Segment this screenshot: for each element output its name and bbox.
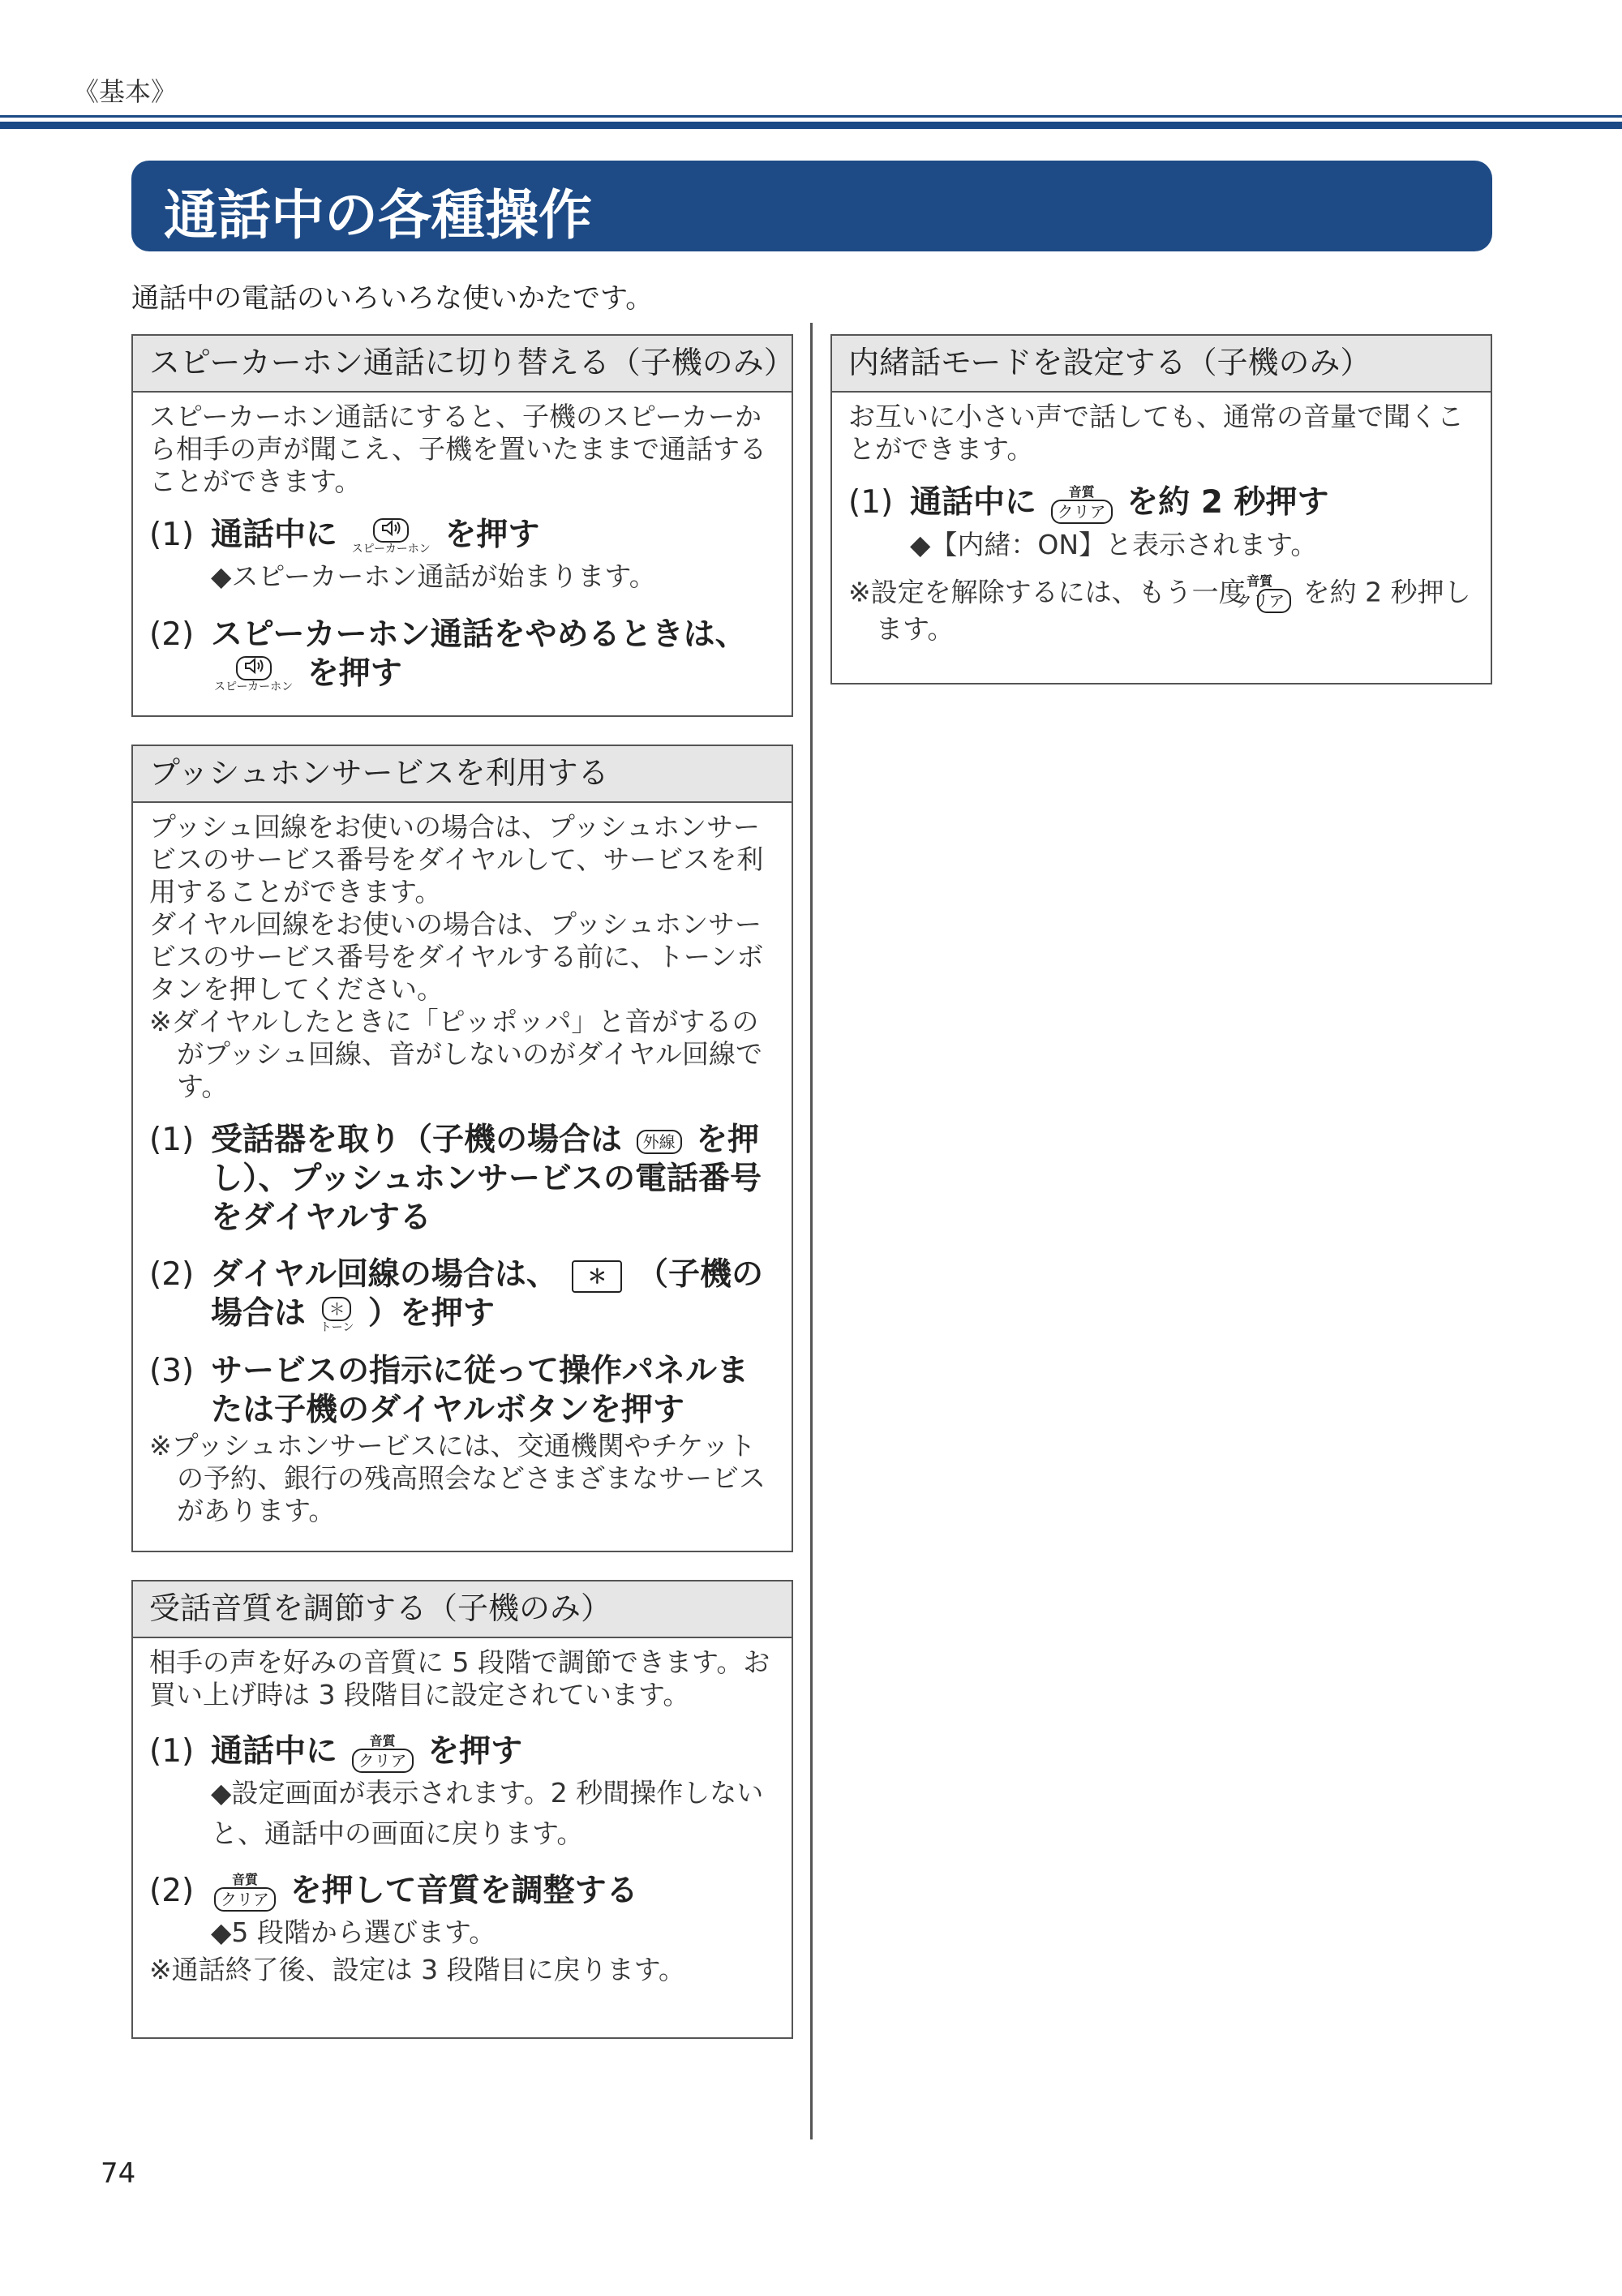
speakerphone-key-icon: スピーカーホン: [352, 518, 431, 556]
outside-line-key-icon: 外線: [637, 1130, 682, 1154]
push-note-2: ※プッシュホンサービスには、交通機関やチケットの予約、銀行の残高照会などさまざまなサービスがあります。: [149, 1429, 766, 1526]
page-number: 74: [101, 2157, 136, 2190]
push-service-box: [131, 745, 793, 1552]
secret-mode-heading: 内緒話モードを設定する（子機のみ）: [832, 336, 1491, 393]
section-title-bar: [131, 161, 1492, 251]
header-rule-thin: [0, 115, 1622, 118]
push-desc-2: ダイヤル回線をお使いの場合は、プッシュホンサービスのサービス番号をダイヤルする前に、トーンボタンを押してください。: [149, 908, 764, 1005]
speakerphone-step-1: (1) 通話中に スピーカーホン を押す: [149, 517, 540, 556]
quality-step-2: (2) 音質 クリア を押して音質を調整する: [149, 1872, 777, 1912]
secret-step-1-result: ◆【内緒：ON】と表示されます。: [910, 528, 1318, 560]
push-step-3: (3) サービスの指示に従って操作パネルまたは子機のダイヤルボタンを押す: [149, 1352, 749, 1428]
push-step-1: (1) 受話器を取り（子機の場合は 外線 を押し）、プッシュホンサービスの電話番号をダイヤルする: [149, 1122, 762, 1236]
quality-step-1: (1) 通話中に 音質 クリア を押す: [149, 1732, 777, 1773]
speakerphone-step-2: (2) スピーカーホン通話をやめるときは、 スピーカーホン を押す: [149, 616, 747, 693]
push-step-2: (2) ダイヤル回線の場合は、 ＊ （子機の場合は ＊ トーン ）を押す: [149, 1256, 764, 1334]
header-rule-thick: [0, 122, 1622, 129]
secret-desc: お互いに小さい声で話しても、通常の音量で聞くことができます。: [848, 401, 1464, 465]
column-divider: [810, 323, 813, 2139]
speakerphone-heading: スピーカーホン通話に切り替える（子機のみ）: [133, 336, 792, 393]
speakerphone-box: [131, 334, 793, 717]
speakerphone-step-1-result: ◆スピーカーホン通話が始まります。: [211, 560, 656, 592]
quality-desc: 相手の声を好みの音質に 5 段階で調節できます。お買い上げ時は 3 段階目に設定されています。: [149, 1646, 770, 1710]
secret-step-1: (1) 通話中に 音質 クリア を約 2 秒押す: [848, 483, 1476, 524]
speakerphone-key-icon: スピーカーホン: [214, 656, 293, 693]
push-service-heading: プッシュホンサービスを利用する: [133, 746, 792, 803]
page-title: 通話中の各種操作: [164, 184, 592, 247]
speakerphone-desc: スピーカーホン通話にすると、子機のスピーカーから相手の声が聞こえ、子機を置いたままで通話することができます。: [149, 401, 766, 497]
chapter-label: 《基本》: [73, 76, 178, 107]
push-note-1: ※ダイヤルしたときに「ピッポッパ」と音がするのがプッシュ回線、音がしないのがダイヤル回線です。: [149, 1006, 763, 1102]
star-key-icon: ＊ トーン: [320, 1297, 354, 1334]
secret-mode-box: [830, 334, 1492, 685]
quality-note: ※通話終了後、設定は 3 段階目に戻ります。: [149, 1954, 685, 1985]
tone-key-icon: ＊: [572, 1260, 622, 1293]
quality-step-1-result: ◆設定画面が表示されます。2 秒間操作しないと、通話中の画面に戻ります。: [211, 1776, 764, 1849]
voice-quality-box: [131, 1580, 793, 2039]
voice-quality-heading: 受話音質を調節する（子機のみ）: [133, 1581, 792, 1638]
quality-step-2-result: ◆5 段階から選びます。: [211, 1916, 496, 1948]
clear-key-icon: 音質 クリア: [1051, 485, 1113, 524]
clear-key-icon: 音質 クリア: [1257, 574, 1291, 613]
intro-text: 通話中の電話のいろいろな使いかたです。: [131, 282, 654, 315]
push-desc-1: プッシュ回線をお使いの場合は、プッシュホンサービスのサービス番号をダイヤルして、サービスを利用することができます。: [149, 811, 764, 908]
clear-key-icon: 音質 クリア: [352, 1734, 414, 1773]
secret-note: ※設定を解除するには、もう一度 音質 クリア を約 2 秒押します。: [848, 573, 1471, 645]
clear-key-icon: 音質 クリア: [214, 1873, 276, 1912]
